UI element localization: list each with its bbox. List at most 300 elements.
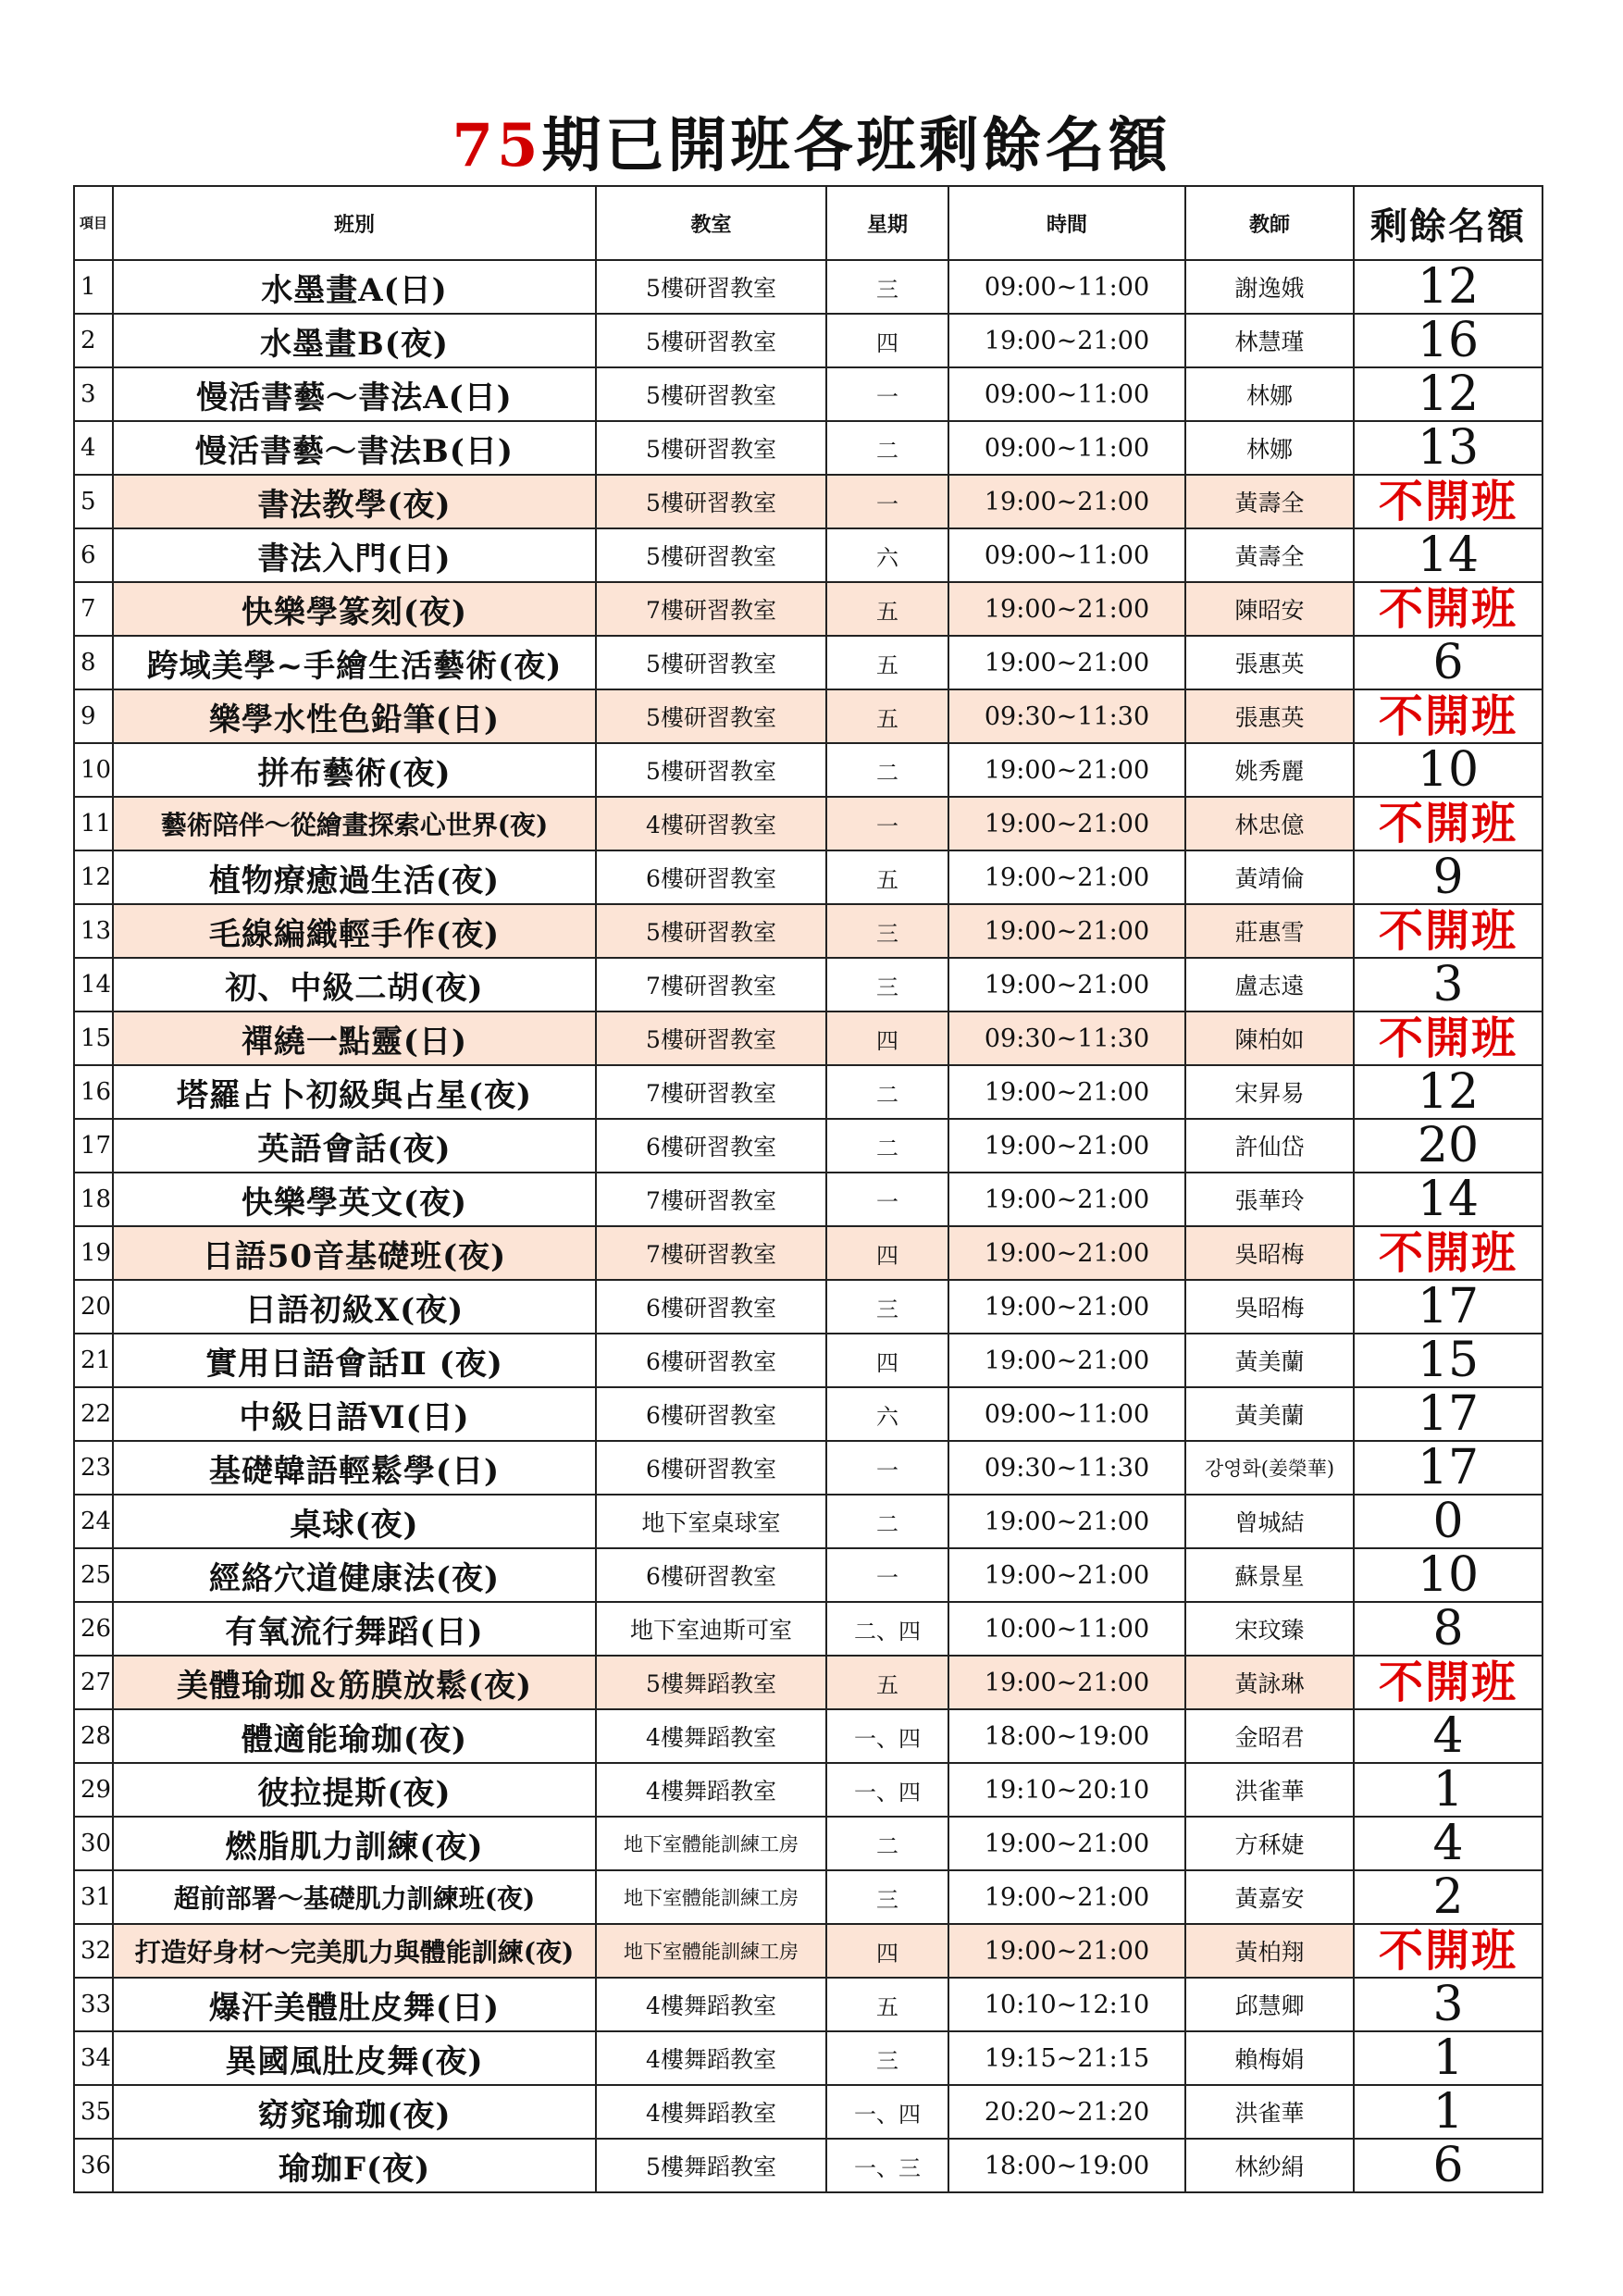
table-row — [74, 1173, 1542, 1226]
class-name: 跨域美學~手繪生活藝術(夜) — [113, 636, 596, 689]
class-time: 09:00~11:00 — [948, 367, 1185, 421]
weekday: 三 — [826, 1870, 948, 1924]
row-number: 20 — [74, 1280, 113, 1334]
row-number: 33 — [74, 1978, 113, 2031]
remaining-seats: 不開班 — [1354, 1656, 1542, 1709]
weekday: 一、三 — [826, 2139, 948, 2192]
table-row — [74, 2139, 1542, 2192]
teacher-name: 張惠英 — [1185, 689, 1354, 743]
remaining-seats: 6 — [1354, 636, 1542, 689]
weekday: 四 — [826, 1924, 948, 1978]
table-row — [74, 528, 1542, 582]
classroom: 4樓舞蹈教室 — [596, 2085, 826, 2139]
weekday: 二、四 — [826, 1602, 948, 1656]
table-row — [74, 1280, 1542, 1334]
class-name: 英語會話(夜) — [113, 1119, 596, 1173]
classroom: 6樓研習教室 — [596, 1334, 826, 1387]
teacher-name: 吳昭梅 — [1185, 1226, 1354, 1280]
remaining-seats: 8 — [1354, 1602, 1542, 1656]
table-row — [74, 1709, 1542, 1763]
table-row — [74, 1656, 1542, 1709]
remaining-seats: 不開班 — [1354, 904, 1542, 958]
teacher-name: 姚秀麗 — [1185, 743, 1354, 797]
teacher-name: 강영화(姜榮華) — [1185, 1441, 1354, 1495]
class-time: 19:00~21:00 — [948, 904, 1185, 958]
row-number: 14 — [74, 958, 113, 1011]
table-row — [74, 1441, 1542, 1495]
class-name: 樂學水性色鉛筆(日) — [113, 689, 596, 743]
page-title — [0, 109, 1623, 183]
table-header-row — [74, 186, 1542, 260]
class-time: 09:00~11:00 — [948, 260, 1185, 314]
class-time: 19:00~21:00 — [948, 1065, 1185, 1119]
class-name: 日語50音基礎班(夜) — [113, 1226, 596, 1280]
class-time: 18:00~19:00 — [948, 2139, 1185, 2192]
class-name: 禪繞一點靈(日) — [113, 1011, 596, 1065]
remaining-seats: 4 — [1354, 1817, 1542, 1870]
class-name: 基礎韓語輕鬆學(日) — [113, 1441, 596, 1495]
remaining-seats: 不開班 — [1354, 797, 1542, 850]
teacher-name: 陳柏如 — [1185, 1011, 1354, 1065]
table-body — [74, 260, 1542, 2192]
remaining-seats: 14 — [1354, 1173, 1542, 1226]
classroom: 4樓舞蹈教室 — [596, 1763, 826, 1817]
class-name: 超前部署～基礎肌力訓練班(夜) — [113, 1870, 596, 1924]
table-row — [74, 1119, 1542, 1173]
class-name: 慢活書藝～書法A(日) — [113, 367, 596, 421]
header-day: 星期 — [826, 186, 948, 260]
remaining-seats: 6 — [1354, 2139, 1542, 2192]
weekday: 三 — [826, 260, 948, 314]
class-name: 異國風肚皮舞(夜) — [113, 2031, 596, 2085]
remaining-seats: 2 — [1354, 1870, 1542, 1924]
teacher-name: 許仙岱 — [1185, 1119, 1354, 1173]
row-number: 3 — [74, 367, 113, 421]
table-row — [74, 260, 1542, 314]
class-name: 快樂學篆刻(夜) — [113, 582, 596, 636]
row-number: 16 — [74, 1065, 113, 1119]
row-number: 15 — [74, 1011, 113, 1065]
remaining-seats: 10 — [1354, 743, 1542, 797]
weekday: 三 — [826, 904, 948, 958]
weekday: 一 — [826, 475, 948, 528]
table-row — [74, 1226, 1542, 1280]
table-row — [74, 1011, 1542, 1065]
classroom: 5樓研習教室 — [596, 367, 826, 421]
row-number: 8 — [74, 636, 113, 689]
table-row — [74, 1817, 1542, 1870]
classroom: 地下室體能訓練工房 — [596, 1870, 826, 1924]
table-row — [74, 1495, 1542, 1548]
remaining-seats: 15 — [1354, 1334, 1542, 1387]
class-name: 瑜珈F(夜) — [113, 2139, 596, 2192]
teacher-name: 曾城結 — [1185, 1495, 1354, 1548]
class-time: 19:00~21:00 — [948, 314, 1185, 367]
class-name: 慢活書藝～書法B(日) — [113, 421, 596, 475]
teacher-name: 黃嘉安 — [1185, 1870, 1354, 1924]
class-time: 19:10~20:10 — [948, 1763, 1185, 1817]
remaining-seats: 3 — [1354, 958, 1542, 1011]
class-name: 書法教學(夜) — [113, 475, 596, 528]
weekday: 二 — [826, 421, 948, 475]
table-row — [74, 1548, 1542, 1602]
row-number: 19 — [74, 1226, 113, 1280]
header-teacher: 教師 — [1185, 186, 1354, 260]
row-number: 2 — [74, 314, 113, 367]
table-row — [74, 850, 1542, 904]
class-time: 19:00~21:00 — [948, 475, 1185, 528]
class-table — [73, 185, 1543, 2193]
remaining-seats: 13 — [1354, 421, 1542, 475]
teacher-name: 金昭君 — [1185, 1709, 1354, 1763]
weekday: 四 — [826, 1334, 948, 1387]
table-row — [74, 2085, 1542, 2139]
header-name: 班別 — [113, 186, 596, 260]
class-time: 19:00~21:00 — [948, 1495, 1185, 1548]
teacher-name: 林忠億 — [1185, 797, 1354, 850]
class-name: 藝術陪伴～從繪畫探索心世界(夜) — [113, 797, 596, 850]
weekday: 一、四 — [826, 1709, 948, 1763]
row-number: 35 — [74, 2085, 113, 2139]
row-number: 28 — [74, 1709, 113, 1763]
row-number: 34 — [74, 2031, 113, 2085]
remaining-seats: 1 — [1354, 2031, 1542, 2085]
teacher-name: 林娜 — [1185, 367, 1354, 421]
table-row — [74, 1924, 1542, 1978]
class-name: 快樂學英文(夜) — [113, 1173, 596, 1226]
remaining-seats: 不開班 — [1354, 689, 1542, 743]
teacher-name: 邱慧卿 — [1185, 1978, 1354, 2031]
class-time: 19:00~21:00 — [948, 636, 1185, 689]
weekday: 一、四 — [826, 2085, 948, 2139]
classroom: 7樓研習教室 — [596, 958, 826, 1011]
table-row — [74, 2031, 1542, 2085]
teacher-name: 黃壽全 — [1185, 475, 1354, 528]
header-no: 項目 — [74, 186, 113, 260]
remaining-seats: 17 — [1354, 1441, 1542, 1495]
classroom: 5樓研習教室 — [596, 475, 826, 528]
table-row — [74, 367, 1542, 421]
class-time: 20:20~21:20 — [948, 2085, 1185, 2139]
classroom: 地下室迪斯可室 — [596, 1602, 826, 1656]
row-number: 23 — [74, 1441, 113, 1495]
class-time: 19:00~21:00 — [948, 1548, 1185, 1602]
row-number: 11 — [74, 797, 113, 850]
teacher-name: 謝逸娥 — [1185, 260, 1354, 314]
class-name: 燃脂肌力訓練(夜) — [113, 1817, 596, 1870]
class-time: 19:00~21:00 — [948, 1280, 1185, 1334]
row-number: 5 — [74, 475, 113, 528]
weekday: 二 — [826, 1065, 948, 1119]
table-row — [74, 958, 1542, 1011]
classroom: 4樓舞蹈教室 — [596, 1978, 826, 2031]
classroom: 地下室體能訓練工房 — [596, 1924, 826, 1978]
remaining-seats: 12 — [1354, 1065, 1542, 1119]
row-number: 32 — [74, 1924, 113, 1978]
class-time: 09:00~11:00 — [948, 1387, 1185, 1441]
class-name: 爆汗美體肚皮舞(日) — [113, 1978, 596, 2031]
class-time: 09:00~11:00 — [948, 421, 1185, 475]
classroom: 5樓研習教室 — [596, 260, 826, 314]
teacher-name: 黃詠琳 — [1185, 1656, 1354, 1709]
class-time: 19:00~21:00 — [948, 850, 1185, 904]
remaining-seats: 9 — [1354, 850, 1542, 904]
table-row — [74, 689, 1542, 743]
teacher-name: 林慧瑾 — [1185, 314, 1354, 367]
remaining-seats: 不開班 — [1354, 1924, 1542, 1978]
teacher-name: 莊惠雪 — [1185, 904, 1354, 958]
row-number: 1 — [74, 260, 113, 314]
classroom: 6樓研習教室 — [596, 1387, 826, 1441]
table-row — [74, 1602, 1542, 1656]
teacher-name: 黃柏翔 — [1185, 1924, 1354, 1978]
classroom: 6樓研習教室 — [596, 1119, 826, 1173]
remaining-seats: 不開班 — [1354, 1226, 1542, 1280]
row-number: 26 — [74, 1602, 113, 1656]
weekday: 一 — [826, 367, 948, 421]
teacher-name: 賴梅娟 — [1185, 2031, 1354, 2085]
weekday: 二 — [826, 1817, 948, 1870]
weekday: 一 — [826, 797, 948, 850]
teacher-name: 陳昭安 — [1185, 582, 1354, 636]
classroom: 4樓研習教室 — [596, 797, 826, 850]
remaining-seats: 16 — [1354, 314, 1542, 367]
weekday: 五 — [826, 689, 948, 743]
class-name: 窈窕瑜珈(夜) — [113, 2085, 596, 2139]
header-time: 時間 — [948, 186, 1185, 260]
row-number: 13 — [74, 904, 113, 958]
row-number: 10 — [74, 743, 113, 797]
class-time: 19:00~21:00 — [948, 1870, 1185, 1924]
teacher-name: 洪雀華 — [1185, 1763, 1354, 1817]
weekday: 一 — [826, 1173, 948, 1226]
class-name: 水墨畫A(日) — [113, 260, 596, 314]
classroom: 4樓舞蹈教室 — [596, 1709, 826, 1763]
weekday: 四 — [826, 314, 948, 367]
remaining-seats: 10 — [1354, 1548, 1542, 1602]
table-row — [74, 1978, 1542, 2031]
class-name: 書法入門(日) — [113, 528, 596, 582]
classroom: 5樓舞蹈教室 — [596, 1656, 826, 1709]
class-time: 10:10~12:10 — [948, 1978, 1185, 2031]
class-name: 打造好身材～完美肌力與體能訓練(夜) — [113, 1924, 596, 1978]
table-row — [74, 475, 1542, 528]
classroom: 7樓研習教室 — [596, 582, 826, 636]
class-time: 19:00~21:00 — [948, 582, 1185, 636]
classroom: 5樓研習教室 — [596, 904, 826, 958]
classroom: 5樓研習教室 — [596, 636, 826, 689]
class-name: 有氧流行舞蹈(日) — [113, 1602, 596, 1656]
weekday: 三 — [826, 2031, 948, 2085]
teacher-name: 黃靖倫 — [1185, 850, 1354, 904]
classroom: 5樓研習教室 — [596, 528, 826, 582]
weekday: 六 — [826, 1387, 948, 1441]
weekday: 四 — [826, 1226, 948, 1280]
class-time: 19:15~21:15 — [948, 2031, 1185, 2085]
remaining-seats: 1 — [1354, 2085, 1542, 2139]
teacher-name: 方秝婕 — [1185, 1817, 1354, 1870]
row-number: 30 — [74, 1817, 113, 1870]
class-time: 09:30~11:30 — [948, 689, 1185, 743]
row-number: 36 — [74, 2139, 113, 2192]
class-name: 日語初級X(夜) — [113, 1280, 596, 1334]
remaining-seats: 不開班 — [1354, 582, 1542, 636]
class-name: 桌球(夜) — [113, 1495, 596, 1548]
class-time: 10:00~11:00 — [948, 1602, 1185, 1656]
class-time: 19:00~21:00 — [948, 743, 1185, 797]
teacher-name: 蘇景星 — [1185, 1548, 1354, 1602]
class-name: 體適能瑜珈(夜) — [113, 1709, 596, 1763]
table-row — [74, 421, 1542, 475]
remaining-seats: 3 — [1354, 1978, 1542, 2031]
weekday: 一 — [826, 1548, 948, 1602]
class-time: 19:00~21:00 — [948, 1924, 1185, 1978]
title-text: 期已開班各班剩餘名額 — [541, 111, 1171, 180]
weekday: 五 — [826, 1978, 948, 2031]
weekday: 六 — [826, 528, 948, 582]
classroom: 5樓研習教室 — [596, 743, 826, 797]
weekday: 三 — [826, 958, 948, 1011]
class-time: 19:00~21:00 — [948, 958, 1185, 1011]
class-name: 拼布藝術(夜) — [113, 743, 596, 797]
weekday: 四 — [826, 1011, 948, 1065]
teacher-name: 洪雀華 — [1185, 2085, 1354, 2139]
class-time: 19:00~21:00 — [948, 1173, 1185, 1226]
class-time: 19:00~21:00 — [948, 1334, 1185, 1387]
row-number: 9 — [74, 689, 113, 743]
weekday: 二 — [826, 743, 948, 797]
remaining-seats: 17 — [1354, 1387, 1542, 1441]
classroom: 6樓研習教室 — [596, 1441, 826, 1495]
class-name: 彼拉提斯(夜) — [113, 1763, 596, 1817]
classroom: 5樓研習教室 — [596, 1011, 826, 1065]
classroom: 地下室桌球室 — [596, 1495, 826, 1548]
classroom: 6樓研習教室 — [596, 1548, 826, 1602]
class-name: 植物療癒過生活(夜) — [113, 850, 596, 904]
class-time: 19:00~21:00 — [948, 1656, 1185, 1709]
table-row — [74, 1387, 1542, 1441]
row-number: 29 — [74, 1763, 113, 1817]
remaining-seats: 14 — [1354, 528, 1542, 582]
class-name: 實用日語會話Ⅱ (夜) — [113, 1334, 596, 1387]
weekday: 一 — [826, 1441, 948, 1495]
classroom: 地下室體能訓練工房 — [596, 1817, 826, 1870]
classroom: 7樓研習教室 — [596, 1173, 826, 1226]
weekday: 二 — [826, 1119, 948, 1173]
class-time: 09:30~11:30 — [948, 1441, 1185, 1495]
remaining-seats: 1 — [1354, 1763, 1542, 1817]
teacher-name: 吳昭梅 — [1185, 1280, 1354, 1334]
table-row — [74, 314, 1542, 367]
class-name: 美體瑜珈＆筋膜放鬆(夜) — [113, 1656, 596, 1709]
row-number: 21 — [74, 1334, 113, 1387]
row-number: 22 — [74, 1387, 113, 1441]
teacher-name: 林娜 — [1185, 421, 1354, 475]
row-number: 17 — [74, 1119, 113, 1173]
class-time: 18:00~19:00 — [948, 1709, 1185, 1763]
weekday: 五 — [826, 1656, 948, 1709]
remaining-seats: 12 — [1354, 260, 1542, 314]
table-row — [74, 904, 1542, 958]
teacher-name: 宋昇易 — [1185, 1065, 1354, 1119]
remaining-seats: 0 — [1354, 1495, 1542, 1548]
classroom: 6樓研習教室 — [596, 850, 826, 904]
header-room: 教室 — [596, 186, 826, 260]
weekday: 一、四 — [826, 1763, 948, 1817]
row-number: 25 — [74, 1548, 113, 1602]
class-time: 09:00~11:00 — [948, 528, 1185, 582]
remaining-seats: 4 — [1354, 1709, 1542, 1763]
table-row — [74, 743, 1542, 797]
table-row — [74, 636, 1542, 689]
classroom: 5樓研習教室 — [596, 314, 826, 367]
class-name: 水墨畫B(夜) — [113, 314, 596, 367]
teacher-name: 黃壽全 — [1185, 528, 1354, 582]
teacher-name: 張華玲 — [1185, 1173, 1354, 1226]
class-time: 19:00~21:00 — [948, 797, 1185, 850]
remaining-seats: 不開班 — [1354, 1011, 1542, 1065]
class-time: 09:30~11:30 — [948, 1011, 1185, 1065]
weekday: 五 — [826, 582, 948, 636]
row-number: 12 — [74, 850, 113, 904]
remaining-seats: 12 — [1354, 367, 1542, 421]
class-name: 經絡穴道健康法(夜) — [113, 1548, 596, 1602]
teacher-name: 黃美蘭 — [1185, 1334, 1354, 1387]
classroom: 7樓研習教室 — [596, 1065, 826, 1119]
weekday: 五 — [826, 636, 948, 689]
classroom: 4樓舞蹈教室 — [596, 2031, 826, 2085]
row-number: 24 — [74, 1495, 113, 1548]
remaining-seats: 不開班 — [1354, 475, 1542, 528]
remaining-seats: 17 — [1354, 1280, 1542, 1334]
classroom: 5樓舞蹈教室 — [596, 2139, 826, 2192]
classroom: 5樓研習教室 — [596, 421, 826, 475]
class-name: 毛線編織輕手作(夜) — [113, 904, 596, 958]
row-number: 27 — [74, 1656, 113, 1709]
row-number: 18 — [74, 1173, 113, 1226]
weekday: 二 — [826, 1495, 948, 1548]
teacher-name: 張惠英 — [1185, 636, 1354, 689]
table-row — [74, 1870, 1542, 1924]
table-row — [74, 582, 1542, 636]
classroom: 7樓研習教室 — [596, 1226, 826, 1280]
row-number: 6 — [74, 528, 113, 582]
weekday: 三 — [826, 1280, 948, 1334]
remaining-seats: 20 — [1354, 1119, 1542, 1173]
teacher-name: 黃美蘭 — [1185, 1387, 1354, 1441]
term-number: 75 — [452, 111, 542, 180]
class-time: 19:00~21:00 — [948, 1817, 1185, 1870]
header-remain: 剩餘名額 — [1354, 186, 1542, 260]
table-row — [74, 1763, 1542, 1817]
class-time: 19:00~21:00 — [948, 1119, 1185, 1173]
row-number: 31 — [74, 1870, 113, 1924]
class-name: 初、中級二胡(夜) — [113, 958, 596, 1011]
row-number: 4 — [74, 421, 113, 475]
class-name: 中級日語Ⅵ(日) — [113, 1387, 596, 1441]
classroom: 5樓研習教室 — [596, 689, 826, 743]
table-row — [74, 1334, 1542, 1387]
table-row — [74, 797, 1542, 850]
teacher-name: 宋玟臻 — [1185, 1602, 1354, 1656]
class-name: 塔羅占卜初級與占星(夜) — [113, 1065, 596, 1119]
teacher-name: 林紗絹 — [1185, 2139, 1354, 2192]
table-row — [74, 1065, 1542, 1119]
classroom: 6樓研習教室 — [596, 1280, 826, 1334]
row-number: 7 — [74, 582, 113, 636]
teacher-name: 盧志遠 — [1185, 958, 1354, 1011]
weekday: 五 — [826, 850, 948, 904]
